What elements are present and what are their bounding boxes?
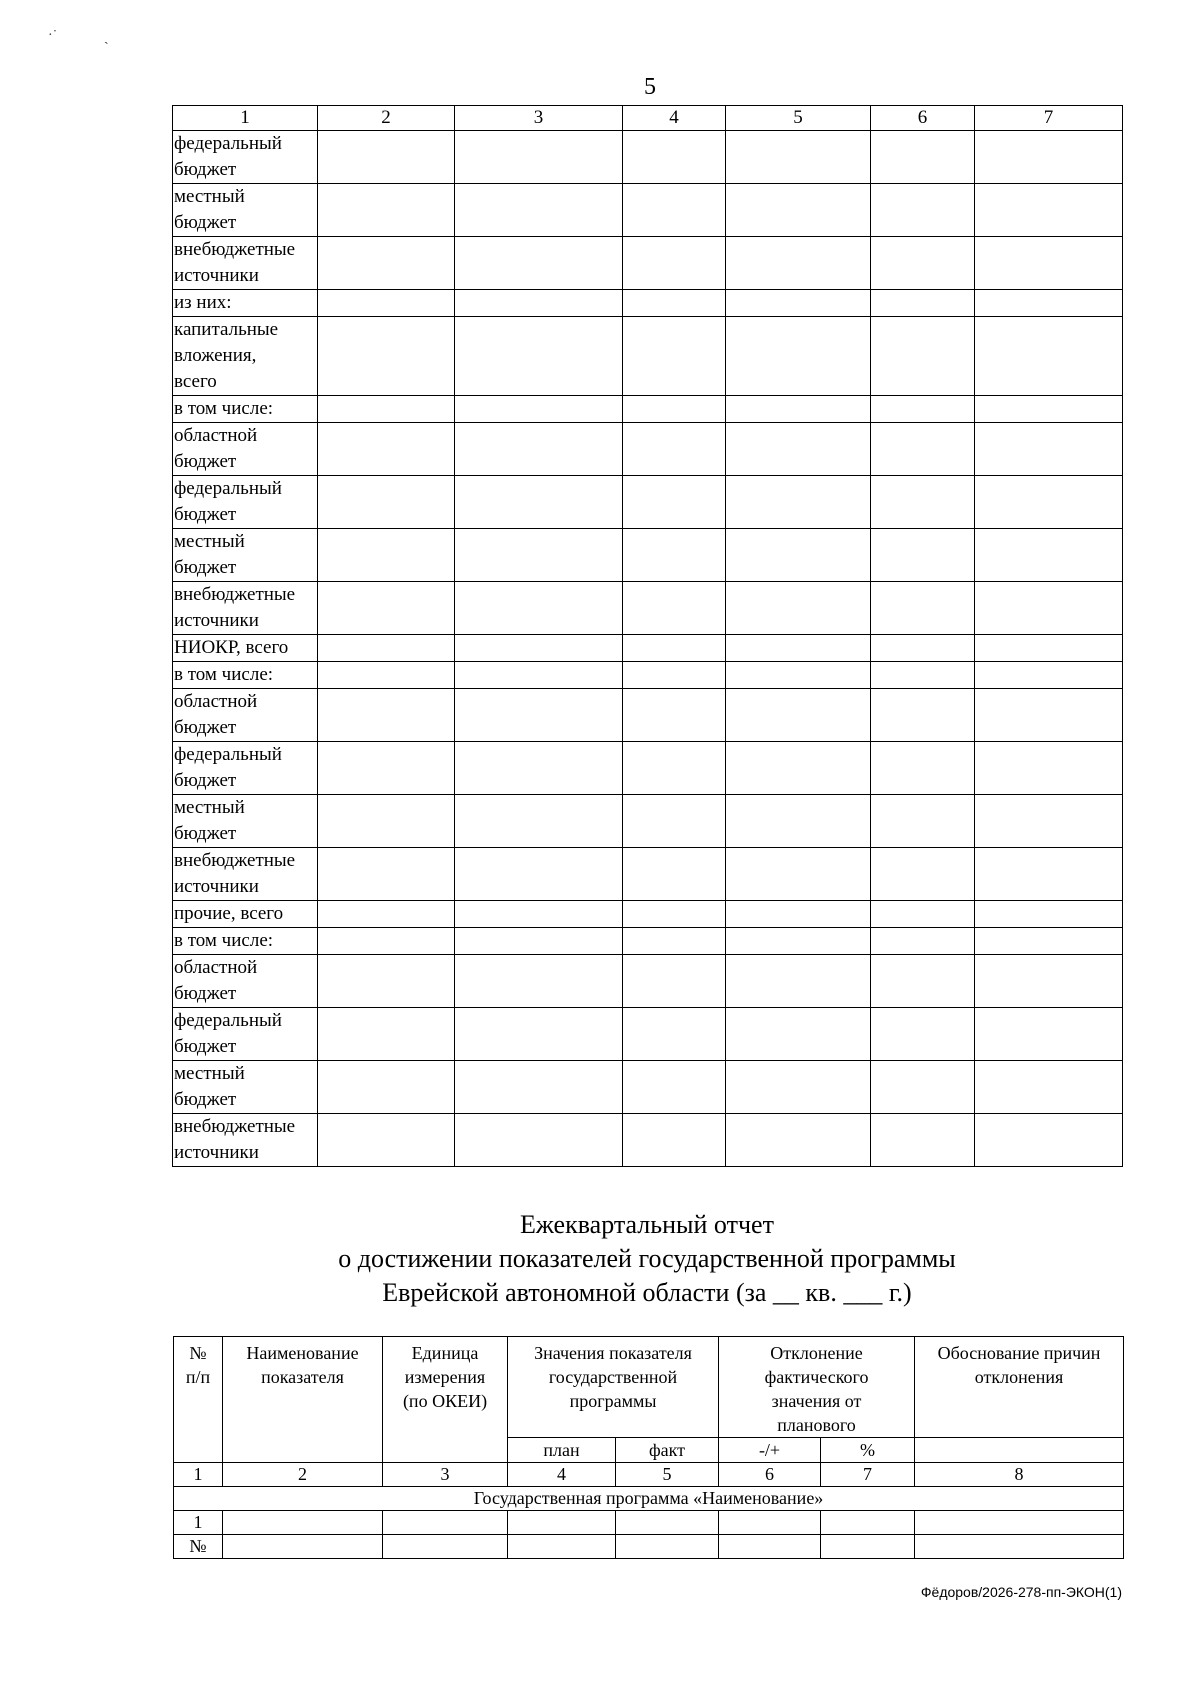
empty-cell <box>719 1535 821 1559</box>
empty-cell <box>871 848 975 901</box>
finance-table-row <box>173 795 1123 848</box>
empty-cell <box>975 131 1123 184</box>
empty-cell <box>975 396 1123 423</box>
column-number: 6 <box>871 106 975 131</box>
empty-cell <box>871 184 975 237</box>
empty-cell <box>726 582 871 635</box>
finance-table-row <box>173 423 1123 476</box>
empty-cell <box>508 1535 616 1559</box>
column-number: 3 <box>455 106 623 131</box>
report-title-line: Ежеквартальный отчет <box>520 1210 774 1239</box>
empty-cell <box>318 582 455 635</box>
empty-cell <box>726 184 871 237</box>
finance-table-row <box>173 662 1123 689</box>
row-label: областной бюджет <box>173 955 318 1008</box>
empty-cell <box>975 1008 1123 1061</box>
empty-cell <box>318 1114 455 1167</box>
header-number: № п/п <box>174 1337 223 1463</box>
finance-table-row <box>173 237 1123 290</box>
empty-cell <box>975 1061 1123 1114</box>
empty-cell <box>623 955 726 1008</box>
empty-cell <box>455 237 623 290</box>
scan-artifact-mark: ·˙ <box>48 28 58 43</box>
empty-cell <box>975 290 1123 317</box>
empty-cell <box>623 689 726 742</box>
finance-table-row <box>173 582 1123 635</box>
report-title-line: Еврейской автономной области (за __ кв. ___ г.) <box>382 1278 912 1307</box>
empty-cell <box>975 1114 1123 1167</box>
empty-cell <box>623 290 726 317</box>
empty-cell <box>871 742 975 795</box>
empty-cell <box>623 423 726 476</box>
empty-cell <box>318 290 455 317</box>
finance-table-row <box>173 131 1123 184</box>
header-indicator-name: Наименование показателя <box>223 1337 383 1463</box>
empty-cell <box>726 476 871 529</box>
finance-table-row <box>173 529 1123 582</box>
scan-artifact-mark: ˏ <box>104 30 109 45</box>
header-values: Значения показателя государственной программы <box>508 1337 719 1438</box>
empty-cell <box>975 689 1123 742</box>
empty-cell <box>616 1511 719 1535</box>
empty-cell <box>455 582 623 635</box>
report-title-line: о достижении показателей государственной программы <box>338 1244 956 1273</box>
empty-cell <box>318 901 455 928</box>
empty-cell <box>975 928 1123 955</box>
empty-cell <box>318 742 455 795</box>
empty-cell <box>726 290 871 317</box>
finance-table <box>172 105 1123 1167</box>
column-number: 5 <box>616 1463 719 1487</box>
empty-cell <box>975 423 1123 476</box>
empty-cell <box>623 582 726 635</box>
indicator-header-row <box>174 1337 1124 1438</box>
row-label: в том числе: <box>173 396 318 423</box>
empty-cell <box>455 1114 623 1167</box>
empty-cell <box>975 237 1123 290</box>
empty-cell <box>871 582 975 635</box>
indicator-row <box>174 1511 1124 1535</box>
empty-cell <box>318 955 455 1008</box>
empty-cell <box>726 662 871 689</box>
finance-table-row <box>173 955 1123 1008</box>
empty-cell <box>455 742 623 795</box>
header-unit: Единица измерения (по ОКЕИ) <box>383 1337 508 1463</box>
empty-cell <box>623 476 726 529</box>
subheader-fact: факт <box>616 1438 719 1463</box>
empty-cell <box>455 901 623 928</box>
empty-cell <box>871 795 975 848</box>
header-reason: Обоснование причин отклонения <box>915 1337 1124 1438</box>
empty-cell <box>726 423 871 476</box>
column-number: 2 <box>318 106 455 131</box>
row-label: местный бюджет <box>173 184 318 237</box>
column-number: 1 <box>173 106 318 131</box>
row-label: федеральный бюджет <box>173 1008 318 1061</box>
empty-cell <box>455 662 623 689</box>
column-number: 2 <box>223 1463 383 1487</box>
empty-cell <box>871 476 975 529</box>
empty-cell <box>623 795 726 848</box>
empty-cell <box>455 396 623 423</box>
finance-table-row <box>173 928 1123 955</box>
finance-table-row <box>173 476 1123 529</box>
empty-cell <box>455 476 623 529</box>
column-number: 3 <box>383 1463 508 1487</box>
empty-cell <box>871 396 975 423</box>
finance-table-row <box>173 689 1123 742</box>
row-label: в том числе: <box>173 662 318 689</box>
empty-cell <box>915 1511 1124 1535</box>
empty-cell <box>455 795 623 848</box>
finance-table-row <box>173 1061 1123 1114</box>
empty-cell <box>726 1114 871 1167</box>
empty-cell <box>975 795 1123 848</box>
empty-cell <box>871 237 975 290</box>
empty-cell <box>318 184 455 237</box>
subheader-reason-empty <box>915 1438 1124 1463</box>
empty-cell <box>318 662 455 689</box>
empty-cell <box>975 476 1123 529</box>
empty-cell <box>455 184 623 237</box>
empty-cell <box>975 317 1123 396</box>
empty-cell <box>318 635 455 662</box>
finance-table-row <box>173 184 1123 237</box>
empty-cell <box>455 689 623 742</box>
empty-cell <box>871 689 975 742</box>
empty-cell <box>719 1511 821 1535</box>
finance-table-row <box>173 290 1123 317</box>
finance-table-row <box>173 1008 1123 1061</box>
empty-cell <box>455 1008 623 1061</box>
empty-cell <box>455 529 623 582</box>
empty-cell <box>623 928 726 955</box>
empty-cell <box>623 237 726 290</box>
empty-cell <box>975 635 1123 662</box>
row-label: местный бюджет <box>173 1061 318 1114</box>
empty-cell <box>318 529 455 582</box>
row-label: областной бюджет <box>173 423 318 476</box>
row-label: местный бюджет <box>173 795 318 848</box>
empty-cell <box>455 317 623 396</box>
empty-cell <box>455 955 623 1008</box>
empty-cell <box>726 1061 871 1114</box>
empty-cell <box>623 529 726 582</box>
empty-cell <box>821 1511 915 1535</box>
empty-cell <box>318 689 455 742</box>
empty-cell <box>455 928 623 955</box>
empty-cell <box>975 582 1123 635</box>
empty-cell <box>975 662 1123 689</box>
empty-cell <box>726 742 871 795</box>
finance-table-row <box>173 901 1123 928</box>
row-label: областной бюджет <box>173 689 318 742</box>
empty-cell <box>318 795 455 848</box>
empty-cell <box>318 396 455 423</box>
empty-cell <box>623 662 726 689</box>
column-number: 8 <box>915 1463 1124 1487</box>
empty-cell <box>223 1511 383 1535</box>
empty-cell <box>975 955 1123 1008</box>
empty-cell <box>623 184 726 237</box>
empty-cell <box>623 848 726 901</box>
report-title <box>172 1208 1122 1310</box>
row-label: внебюджетные источники <box>173 848 318 901</box>
finance-table-row <box>173 317 1123 396</box>
empty-cell <box>726 689 871 742</box>
row-label: федеральный бюджет <box>173 742 318 795</box>
page-number: 5 <box>644 74 656 100</box>
empty-cell <box>975 901 1123 928</box>
empty-cell <box>726 928 871 955</box>
empty-cell <box>623 1061 726 1114</box>
subheader-deviation-pct: % <box>821 1438 915 1463</box>
program-name-cell: Государственная программа «Наименование» <box>174 1487 1124 1511</box>
empty-cell <box>455 290 623 317</box>
empty-cell <box>975 742 1123 795</box>
empty-cell <box>871 317 975 396</box>
finance-table-row <box>173 742 1123 795</box>
row-label: федеральный бюджет <box>173 131 318 184</box>
column-number: 7 <box>821 1463 915 1487</box>
empty-cell <box>871 1008 975 1061</box>
empty-cell <box>915 1535 1124 1559</box>
empty-cell <box>726 635 871 662</box>
empty-cell <box>975 184 1123 237</box>
row-label: НИОКР, всего <box>173 635 318 662</box>
row-label: из них: <box>173 290 318 317</box>
empty-cell <box>383 1511 508 1535</box>
empty-cell <box>726 317 871 396</box>
row-label: в том числе: <box>173 928 318 955</box>
empty-cell <box>871 635 975 662</box>
column-number: 7 <box>975 106 1123 131</box>
empty-cell <box>821 1535 915 1559</box>
indicator-row <box>174 1535 1124 1559</box>
empty-cell <box>623 1114 726 1167</box>
empty-cell <box>871 901 975 928</box>
empty-cell <box>616 1535 719 1559</box>
row-label: внебюджетные источники <box>173 237 318 290</box>
row-number-cell: № <box>174 1535 223 1559</box>
subheader-deviation-abs: -/+ <box>719 1438 821 1463</box>
empty-cell <box>318 1061 455 1114</box>
empty-cell <box>455 848 623 901</box>
finance-table-row <box>173 1114 1123 1167</box>
empty-cell <box>508 1511 616 1535</box>
column-number: 4 <box>508 1463 616 1487</box>
empty-cell <box>318 317 455 396</box>
empty-cell <box>455 423 623 476</box>
header-deviation: Отклонение фактического значения от планового <box>719 1337 915 1438</box>
empty-cell <box>975 529 1123 582</box>
row-label: федеральный бюджет <box>173 476 318 529</box>
empty-cell <box>871 955 975 1008</box>
empty-cell <box>871 662 975 689</box>
empty-cell <box>623 396 726 423</box>
column-number: 1 <box>174 1463 223 1487</box>
row-label: внебюджетные источники <box>173 582 318 635</box>
empty-cell <box>318 423 455 476</box>
column-number: 5 <box>726 106 871 131</box>
column-number: 4 <box>623 106 726 131</box>
empty-cell <box>726 131 871 184</box>
row-label: местный бюджет <box>173 529 318 582</box>
empty-cell <box>871 423 975 476</box>
empty-cell <box>318 1008 455 1061</box>
empty-cell <box>726 955 871 1008</box>
empty-cell <box>726 529 871 582</box>
row-number-cell: 1 <box>174 1511 223 1535</box>
empty-cell <box>383 1535 508 1559</box>
empty-cell <box>623 901 726 928</box>
empty-cell <box>623 635 726 662</box>
empty-cell <box>623 317 726 396</box>
finance-table-row <box>173 848 1123 901</box>
row-label: прочие, всего <box>173 901 318 928</box>
empty-cell <box>623 1008 726 1061</box>
finance-table-row <box>173 396 1123 423</box>
empty-cell <box>871 131 975 184</box>
empty-cell <box>871 529 975 582</box>
finance-table-body <box>173 131 1123 1167</box>
empty-cell <box>871 928 975 955</box>
finance-table-header-row <box>173 106 1123 131</box>
empty-cell <box>318 848 455 901</box>
row-label: внебюджетные источники <box>173 1114 318 1167</box>
footer-document-code: Фёдоров/2026-278-пп-ЭКОН(1) <box>920 1584 1122 1600</box>
empty-cell <box>726 237 871 290</box>
empty-cell <box>726 795 871 848</box>
empty-cell <box>726 901 871 928</box>
empty-cell <box>455 635 623 662</box>
empty-cell <box>726 1008 871 1061</box>
empty-cell <box>726 396 871 423</box>
empty-cell <box>871 290 975 317</box>
empty-cell <box>318 237 455 290</box>
empty-cell <box>726 848 871 901</box>
empty-cell <box>455 131 623 184</box>
program-row <box>174 1487 1124 1511</box>
row-label: капитальные вложения, всего <box>173 317 318 396</box>
empty-cell <box>871 1114 975 1167</box>
empty-cell <box>623 131 726 184</box>
empty-cell <box>975 848 1123 901</box>
column-number: 6 <box>719 1463 821 1487</box>
finance-table-row <box>173 635 1123 662</box>
subheader-plan: план <box>508 1438 616 1463</box>
empty-cell <box>318 476 455 529</box>
empty-cell <box>455 1061 623 1114</box>
empty-cell <box>318 131 455 184</box>
indicator-number-row <box>174 1463 1124 1487</box>
indicator-table <box>173 1336 1124 1559</box>
empty-cell <box>623 742 726 795</box>
empty-cell <box>871 1061 975 1114</box>
empty-cell <box>223 1535 383 1559</box>
empty-cell <box>318 928 455 955</box>
